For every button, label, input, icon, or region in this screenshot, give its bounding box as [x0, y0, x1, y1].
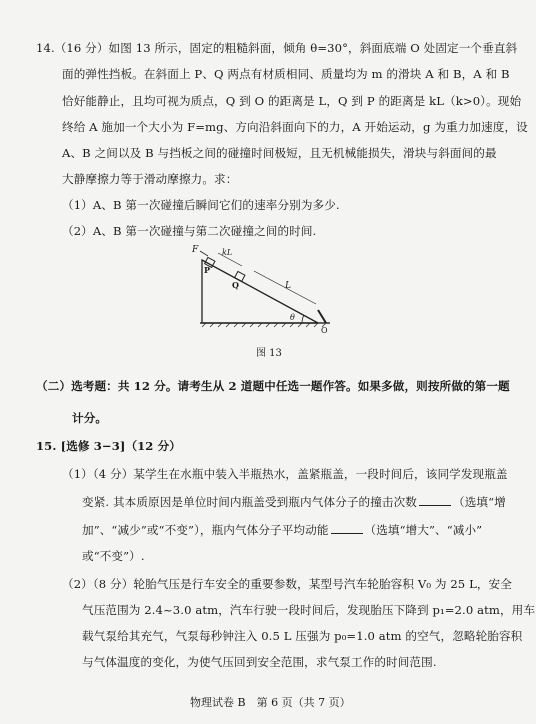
q14-subquestion-2: （2）A、B 第一次碰撞与第二次碰撞之间的时间. [62, 224, 317, 238]
q15-part2-line-2: 气压范围为 2.4~3.0 atm，汽车行驶一段时间后，发现胎压下降到 p₁=2.0 atm，用车 [82, 603, 536, 617]
q14-line-4: 终给 A 施加一个大小为 F=mg、方向沿斜面向下的力，A 开始运动，g 为重力加速度，设 [62, 120, 528, 134]
q15-part1-line-2-text: 变紧. 其本质原因是单位时间内瓶盖受到瓶内气体分子的撞击次数 [82, 495, 417, 509]
q15-part2-line-3: 载气泵给其充气，气泵每秒钟注入 0.5 L 压强为 p₀=1.0 atm 的空气，忽略轮胎容积 [82, 629, 523, 643]
q14-line-1: 14.（16 分）如图 13 所示，固定的粗糙斜面，倾角 θ=30°，斜面底端 O 处固定一个垂直斜 [36, 41, 518, 55]
incline-triangle [202, 260, 318, 323]
baffle-plate [318, 310, 326, 323]
angle-arc [302, 315, 304, 323]
q14-subquestion-1: （1）A、B 第一次碰撞后瞬间它们的速率分别为多少. [62, 198, 340, 212]
q15-part1-line-2-tail: （选填“增 [453, 495, 506, 509]
q15-heading: 15. [选修 3−3]（12 分） [36, 439, 182, 453]
page-footer: 物理试卷 B 第 6 页（共 7 页） [190, 696, 351, 709]
q15-part1-line-1: （1）（4 分）某学生在水瓶中装入半瓶热水，盖紧瓶盖，一段时间后，该同学发现瓶盖 [62, 467, 508, 481]
q14-line-2: 面的弹性挡板。在斜面上 P、Q 两点有材质相同、质量均为 m 的滑块 A 和 B，A 和 B [62, 67, 510, 81]
section-2-line-2: 计分。 [72, 411, 108, 425]
answer-blank-1[interactable] [419, 495, 451, 506]
q15-part1-line-3 [82, 522, 482, 538]
label-kl: kL [222, 248, 233, 257]
force-arrow [200, 251, 208, 256]
q15-part1-line-3-text: 加”、“减少”或“不变”），瓶内气体分子平均动能 [82, 523, 329, 537]
q15-part1-line-3-tail: （选填“增大”、“减小” [364, 523, 483, 537]
incline-figure [190, 238, 340, 338]
q14-line-5: A、B 之间以及 B 与挡板之间的碰撞时间极短，且无机械能损失，滑块与斜面间的最 [62, 146, 497, 160]
q15-part2-line-1: （2）（8 分）轮胎气压是行车安全的重要参数，某型号汽车轮胎容积 V₀ 为 25 L，安全 [62, 577, 512, 591]
label-o: O [321, 326, 328, 335]
figure-caption: 图 13 [256, 348, 282, 359]
q15-part1-line-4: 或“不变”）. [82, 549, 145, 563]
q15-part2-line-4: 与气体温度的变化，为使气压回到安全范围，求气泵工作的时间范围. [82, 655, 437, 669]
answer-blank-2[interactable] [331, 523, 363, 534]
label-f: F [192, 245, 199, 255]
q14-line-6: 大静摩擦力等于滑动摩擦力。求： [62, 172, 238, 186]
q14-line-3: 恰好能静止，且均可视为质点，Q 到 O 的距离是 L，Q 到 P 的距离是 kL（k>0）。现始 [62, 94, 522, 108]
label-l: L [285, 281, 291, 291]
section-2-line-1: （二）选考题：共 12 分。请考生从 2 道题中任选一题作答。如果多做，则按所做的第一题 [36, 379, 510, 393]
q15-part1-line-2 [82, 494, 506, 510]
label-theta: θ [290, 313, 295, 322]
label-q: Q [232, 280, 239, 290]
label-p: P [204, 265, 211, 275]
